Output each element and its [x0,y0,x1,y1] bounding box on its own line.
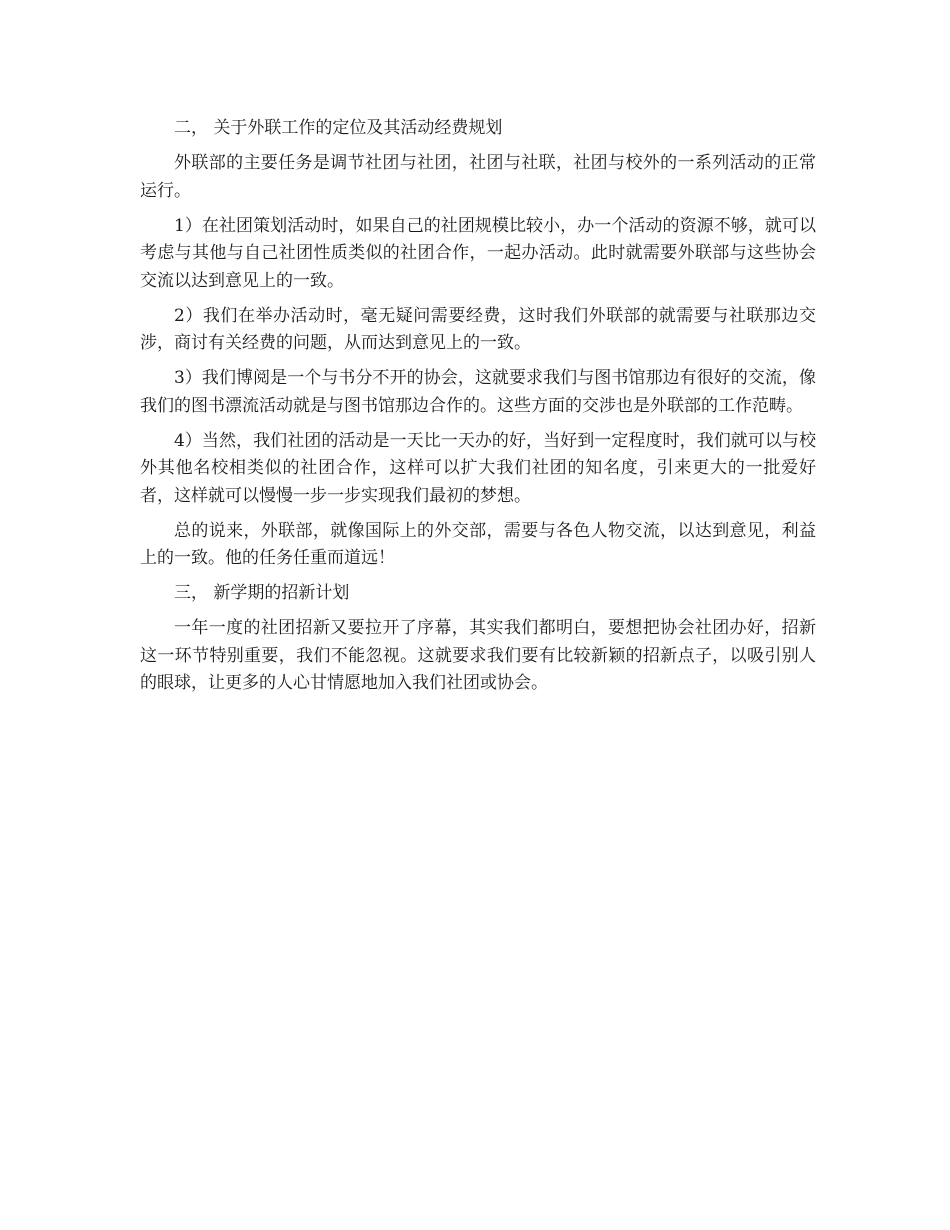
document-body [140,115,816,705]
paragraph-summary: 总的说来，外联部，就像国际上的外交部，需要与各色人物交流，以达到意见，利益上的一致。他的任务任重而道远！ [140,520,816,568]
paragraph-item-1: 1）在社团策划活动时，如果自己的社团规模比较小，办一个活动的资源不够，就可以考虑与其他与自己社团性质类似的社团合作，一起办活动。此时就需要外联部与这些协会交流以达到意见上的一致。 [140,215,816,291]
paragraph-outreach-tasks: 外联部的主要任务是调节社团与社团，社团与社联，社团与校外的一系列活动的正常运行。 [140,153,816,201]
paragraph-recruitment: 一年一度的社团招新又要拉开了序幕，其实我们都明白，要想把协会社团办好，招新这一环节特别重要，我们不能忽视。这就要求我们要有比较新颖的招新点子，以吸引别人的眼球，让更多的人心甘情愿地加入我们社团或协会。 [140,618,816,693]
paragraph-item-2: 2）我们在举办活动时，毫无疑问需要经费，这时我们外联部的就需要与社联那边交涉，商讨有关经费的问题，从而达到意见上的一致。 [140,305,816,353]
paragraph-item-4: 4）当然，我们社团的活动是一天比一天办的好，当好到一定程度时，我们就可以与校外其他名校相类似的社团合作，这样可以扩大我们社团的知名度，引来更大的一批爱好者，这样就可以慢慢一步一步实现我们最初的梦想。 [140,430,816,506]
paragraph-item-3: 3）我们博阅是一个与书分不开的协会，这就要求我们与图书馆那边有很好的交流，像我们的图书漂流活动就是与图书馆那边合作的。这些方面的交涉也是外联部的工作范畴。 [140,368,816,416]
section-heading-2: 二， 关于外联工作的定位及其活动经费规划 [174,118,503,138]
section-heading-3: 三， 新学期的招新计划 [174,583,350,603]
